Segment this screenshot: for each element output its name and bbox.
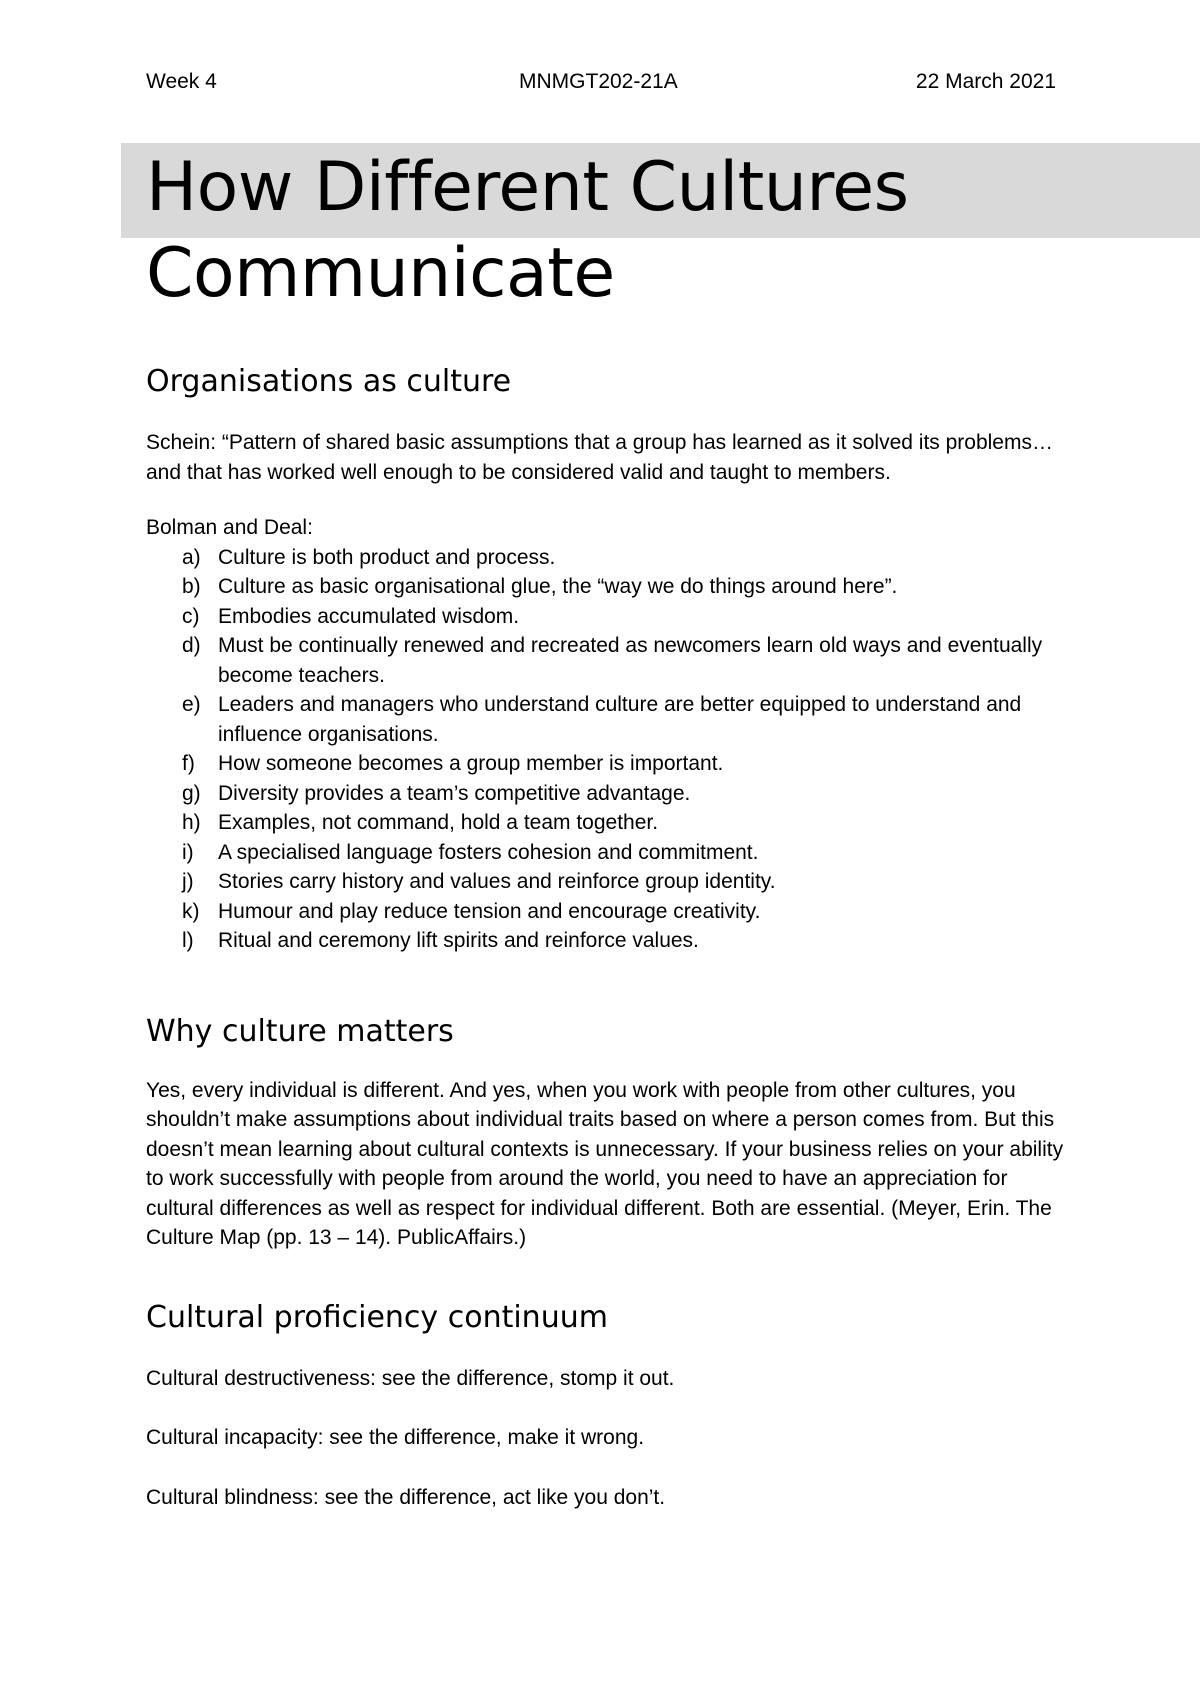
list-item <box>146 690 1066 749</box>
bolman-deal-intro: Bolman and Deal: <box>146 516 313 539</box>
list-marker: k) <box>182 899 200 923</box>
continuum-level: Cultural incapacity: see the difference, make it wrong. <box>146 1426 645 1449</box>
continuum-level: Cultural destructiveness: see the difference, stomp it out. <box>146 1366 675 1390</box>
continuum-level: Cultural blindness: see the difference, act like you don’t. <box>146 1485 666 1509</box>
list-marker: i) <box>182 840 194 864</box>
list-marker: h) <box>182 811 201 834</box>
list-item-text: Diversity provides a team’s competitive advantage. <box>218 781 691 805</box>
page-header <box>146 70 1056 100</box>
list-item <box>146 602 1066 632</box>
document-body <box>146 362 1066 1512</box>
list-marker: g) <box>182 781 201 805</box>
list-item <box>146 897 1066 927</box>
list-marker: f) <box>182 752 195 775</box>
list-item-text: Humour and play reduce tension and encourage creativity. <box>218 899 761 923</box>
list-item <box>146 926 1066 956</box>
list-item-text: Stories carry history and values and reinforce group identity. <box>218 870 776 893</box>
schein-quote: Schein: “Pattern of shared basic assumptions that a group has learned as it solved its problems… and that has worked well enough to be considered valid and taught to members. <box>146 431 1053 484</box>
section-heading-why-culture-matters: Why culture matters <box>146 1013 454 1049</box>
header-course-code: MNMGT202-21A <box>519 70 678 93</box>
list-marker: d) <box>182 634 201 657</box>
document-title: How Different Cultures Communicate <box>146 148 909 313</box>
list-item <box>146 838 1066 868</box>
section-heading-proficiency-continuum: Cultural proficiency continuum <box>146 1299 608 1335</box>
list-item-text: Leaders and managers who understand culture are better equipped to understand and influence organisations. <box>218 693 1022 746</box>
list-marker: b) <box>182 575 201 598</box>
list-item <box>146 631 1066 690</box>
list-item-text: A specialised language fosters cohesion and commitment. <box>218 840 759 864</box>
section-heading-organisations: Organisations as culture <box>146 364 512 399</box>
list-item-text: Embodies accumulated wisdom. <box>218 604 520 628</box>
list-item <box>146 808 1066 838</box>
list-marker: j) <box>182 870 194 893</box>
list-item-text: Examples, not command, hold a team together. <box>218 811 659 834</box>
header-week: Week 4 <box>146 70 217 93</box>
list-item-text: How someone becomes a group member is important. <box>218 752 724 775</box>
list-item-text: Culture is both product and process. <box>218 545 556 569</box>
header-date: 22 March 2021 <box>915 70 1056 93</box>
bolman-deal-list <box>146 543 1066 956</box>
list-marker: e) <box>182 693 201 716</box>
list-item <box>146 749 1066 779</box>
list-item <box>146 867 1066 897</box>
list-item-text: Must be continually renewed and recreated as newcomers learn old ways and eventually become teachers. <box>218 634 1043 687</box>
list-item-text: Ritual and ceremony lift spirits and reinforce values. <box>218 929 699 952</box>
list-item-text: Culture as basic organisational glue, the “way we do things around here”. <box>218 575 898 598</box>
list-item <box>146 543 1066 573</box>
list-marker: l) <box>182 929 194 952</box>
list-marker: c) <box>182 604 200 628</box>
why-culture-paragraph: Yes, every individual is different. And yes, when you work with people from other cultures, you shouldn’t make assumptions about individual traits based on where a person comes from. But this doesn’t mean learning about cultural contexts is unnecessary. If your business relies on your ability to work successfully with people from around the world, you need to have an appreciation for cultural differences as well as respect for individual different. Both are essential. (Meyer, Erin. The Culture Map (pp. 13 – 14). PublicAffairs.) <box>146 1078 1064 1249</box>
list-marker: a) <box>182 545 201 569</box>
list-item <box>146 779 1066 809</box>
list-item <box>146 572 1066 602</box>
